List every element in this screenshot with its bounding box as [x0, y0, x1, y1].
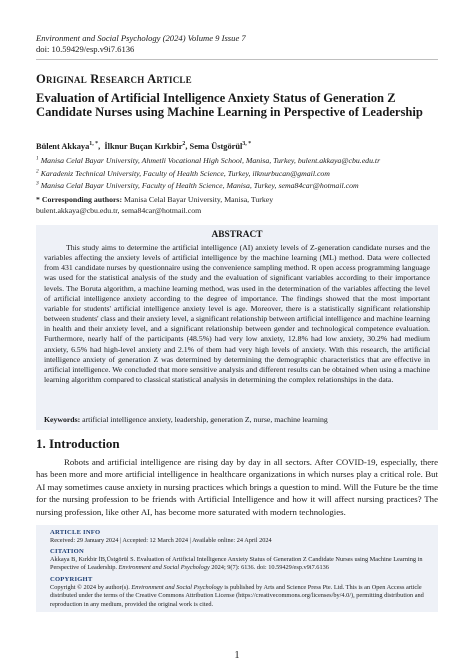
copyright-journal: Environment and Social Psychology — [131, 584, 223, 591]
affiliation-number: 1 — [36, 155, 39, 162]
affiliation — [36, 169, 330, 179]
author-affil-mark: 2 — [182, 141, 186, 148]
keywords-list: artificial intelligence anxiety, leadership, generation Z, nurse, machine learning — [82, 415, 328, 424]
citation-text — [50, 556, 430, 573]
affiliation-number: 2 — [36, 168, 39, 175]
abstract-heading: ABSTRACT — [211, 230, 263, 240]
author-name: İlknur Buçan Kırkbir — [104, 142, 183, 151]
citation-heading: CITATION — [50, 548, 84, 555]
abstract-text: This study aims to determine the artificial intelligence (AI) anxiety levels of Z-generation candidate nurses and the variables affecting the anxiety levels of artificial intelligence by the machine learning (ML) method. Data were collected from 431 candidate nurses by questionnaire using the convenience sampling method. R open access programming language was used for the statistical analysis of the study and the evaluation of significant variables according to their importance levels. The Boruta algorithm, a machine learning method, was used in the determination of the variables affecting the level of artificial intelligence anxiety according to the degree of importance. The findings showed that the most important variable for students' artificial intelligence anxiety level is age. Moreover, there is a statistically significant relationship between students' class and their anxiety level, a significant relationship between artificial intelligence and machine learning in health and their anxiety level, and a significant relationship between gender and technological competence evaluation. Furthermore, nearly half of the participants (48.5%) had very low anxiety, 12.8% had low anxiety, 30.2% had medium anxiety, 6.5% had high-level anxiety and 2.1% of them had very high levels of anxiety. With this research, the artificial intelligence anxiety of generation Z was determined by determining the demographic characteristics that are effective in artificial intelligence. We concluded that more sensitive analysis and different results can be obtained when using a machine learning algorithm compared to classical statistical analysis in determining the complex relationships in the data. — [44, 243, 430, 385]
copyright-heading: COPYRIGHT — [50, 576, 93, 583]
author-affil-mark: 3, * — [242, 141, 252, 148]
citation-details: 2024; 9(7): 6136. doi: 10.59429/esp.v9i7.6136 — [209, 564, 329, 572]
author-name: Bülent Akkaya — [36, 142, 90, 151]
article-type-label: Original Research Article — [36, 72, 192, 86]
copyright-details: is published by Arts and Science Press Pte. Ltd. This is an Open Access article distributed under the terms of the Creative Commons Attribution License (https://creativecommons.org/licenses/by/4.0/), permitting distribution and reproduction in any medium, provided the original work is cited. — [50, 584, 424, 608]
corresponding-authors — [36, 195, 436, 217]
affiliation-text: Manisa Celal Bayar University, Faculty of Health Science, Manisa, Turkey, sema84car@hotmail.com — [40, 181, 359, 190]
paper-title: Evaluation of Artificial Intelligence Anxiety Status of Generation Z Candidate Nurses using Machine Learning in Perspective of Leadership — [36, 91, 423, 120]
affiliation — [36, 156, 380, 166]
affiliation-number: 3 — [36, 180, 39, 187]
copyright-body: Copyright © 2024 by author(s). — [50, 584, 132, 591]
affiliation-text: Karadeniz Technical University, Faculty of Health Science, Turkey, ilknurbucan@gmail.com — [40, 169, 330, 178]
author-list: Bülent Akkaya$^{1, *}$, İlknur Buçan Kırkbir$^2$, Sema Üstgörül$^{3, *}$ — [36, 141, 252, 151]
corresponding-label: * Corresponding authors: — [36, 195, 123, 204]
article-dates: Received: 29 January 2024 | Accepted: 12 March 2024 | Available online: 24 April 2024 — [50, 537, 272, 544]
citation-journal: Environment and Social Psychology — [118, 564, 210, 572]
page-number: 1 — [234, 650, 240, 661]
author-name: Sema Üstgörül — [189, 142, 243, 151]
affiliation — [36, 181, 359, 191]
header-divider — [36, 59, 438, 60]
corresponding-emails: bulent.akkaya@cbu.edu.tr, sema84car@hotmail.com — [36, 205, 202, 215]
journal-header: Environment and Social Psychology (2024) Volume 9 Issue 7 — [36, 33, 246, 43]
affiliation-text: Manisa Celal Bayar University, Ahmetli Vocational High School, Manisa, Turkey, bulent.akkaya@cbu.edu.tr — [40, 156, 381, 165]
author-affil-mark: 1, * — [89, 141, 99, 148]
section-heading: 1. Introduction — [36, 436, 120, 451]
keywords — [44, 415, 430, 425]
copyright-text — [50, 584, 430, 609]
keywords-label: Keywords: — [44, 415, 81, 424]
citation-body: Akkaya B, Kırkbir İB,Üstgörül S. Evaluation of Artificial Intelligence Anxiety Status of Generation Z Candidate Nurses using Machine Learning in Perspective of Leadership. — [50, 556, 423, 572]
doi-header: doi: 10.59429/esp.v9i7.6136 — [36, 44, 135, 54]
article-info-heading: ARTICLE INFO — [50, 529, 101, 536]
corresponding-institution: Manisa Celal Bayar University, Manisa, Turkey — [124, 195, 274, 204]
intro-paragraph: Robots and artificial intelligence are rising day by day in all sectors. After COVID-19, especially, there has been more and more artificial intelligence in healthcare organizations in which nurses play a critical role. But AI may sometimes cause anxiety in nursing practices which brings a question to mind. Will the Future be the time for the nursing profession to be friends with Artificial Intelligence and how it will affect nursing practices? The nursing profession, like other AI, has become more saturated with modern technologies. — [36, 457, 438, 517]
